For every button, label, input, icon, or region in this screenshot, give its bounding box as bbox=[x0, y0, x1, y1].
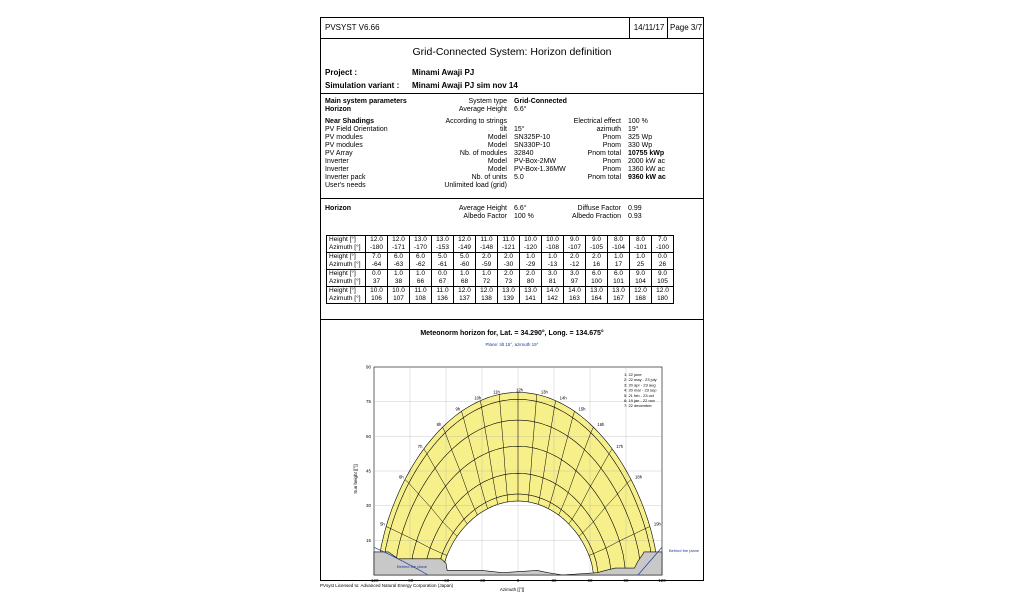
horizon-cell: 81 bbox=[542, 278, 564, 287]
hour-label: 10h bbox=[474, 395, 482, 401]
pv-array-label: PV Array bbox=[325, 150, 353, 157]
horizon-cell: -105 bbox=[586, 244, 608, 253]
hour-label: 8h bbox=[436, 422, 442, 428]
horizon-cell: 1.0 bbox=[608, 253, 630, 262]
horizon-cell: 107 bbox=[388, 295, 410, 304]
hour-label: 13h bbox=[540, 389, 548, 395]
inverter-pack-label: Inverter pack bbox=[325, 174, 366, 181]
near-shadings-label: Near Shadings bbox=[325, 118, 375, 125]
horizon-cell: 6.0 bbox=[388, 253, 410, 262]
horizon-cell: 8.0 bbox=[608, 236, 630, 245]
horizon-table-row bbox=[327, 270, 674, 279]
y-tick-label: 90 bbox=[365, 364, 371, 370]
inverter-1-label: Inverter bbox=[325, 158, 349, 165]
hour-label: 5h bbox=[380, 521, 385, 527]
pv-modules-1-model: SN325P-10 bbox=[514, 134, 551, 141]
horizon-cell: 8.0 bbox=[630, 236, 652, 245]
pnom-label: Pnom bbox=[602, 166, 621, 173]
project-label: Project : bbox=[325, 68, 358, 77]
horizon-cell: -101 bbox=[630, 244, 652, 253]
plane-label: Plane: tilt 15°, azimuth 19° bbox=[485, 342, 539, 347]
horizon-cell: 9.0 bbox=[564, 236, 586, 245]
inverter-2-model: PV-Box-1.36MW bbox=[514, 166, 566, 173]
azimuth-row-label: Azimuth [°] bbox=[327, 278, 366, 287]
nb-modules-value: 32840 bbox=[514, 150, 534, 157]
horizon-cell: 11.0 bbox=[476, 236, 498, 245]
horizon-cell: 1.0 bbox=[454, 270, 476, 279]
electrical-effect-value: 100 % bbox=[628, 118, 648, 125]
horizon-cell: 2.0 bbox=[476, 253, 498, 262]
horizon-cell: 101 bbox=[608, 278, 630, 287]
horizon-cell: -63 bbox=[388, 261, 410, 270]
y-tick-label: 60 bbox=[365, 433, 371, 439]
horizon-table-row bbox=[327, 253, 674, 262]
pv-modules-2-model: SN330P-10 bbox=[514, 142, 551, 149]
system-type-label: System type bbox=[468, 98, 507, 105]
x-tick-label: 0 bbox=[516, 578, 520, 583]
horizon-cell: 136 bbox=[432, 295, 454, 304]
nb-units-value: 5.0 bbox=[514, 174, 524, 181]
horizon-cell: -64 bbox=[366, 261, 388, 270]
albedo-factor-label: Albedo Factor bbox=[463, 213, 507, 220]
legend-item: 1: 22 june bbox=[624, 372, 642, 377]
hour-label: 6h bbox=[398, 474, 404, 480]
horizon-label: Horizon bbox=[325, 106, 352, 113]
horizon-cell: 10.0 bbox=[542, 236, 564, 245]
horizon-table-row bbox=[327, 295, 674, 304]
users-needs-value: Unlimited load (grid) bbox=[444, 182, 507, 189]
horizon-cell: -107 bbox=[564, 244, 586, 253]
horizon-cell: 105 bbox=[652, 278, 674, 287]
albedo-fraction-value: 0.93 bbox=[628, 213, 642, 220]
height-row-label: Height [°] bbox=[327, 253, 366, 262]
horizon-cell: 2.0 bbox=[564, 253, 586, 262]
x-axis-label: Azimuth [[°]] bbox=[499, 587, 525, 592]
orientation-label: PV Field Orientation bbox=[325, 126, 388, 133]
nb-modules-label: Nb. of modules bbox=[459, 150, 507, 157]
horizon-cell: 1.0 bbox=[542, 253, 564, 262]
electrical-effect-label: Electrical effect bbox=[573, 118, 621, 125]
horizon-cell: 11.0 bbox=[432, 287, 454, 296]
y-axis-label: Sun height [[°]] bbox=[353, 464, 358, 494]
model-label: Model bbox=[487, 166, 507, 173]
horizon-cell: 6.0 bbox=[608, 270, 630, 279]
azimuth-row-label: Azimuth [°] bbox=[327, 244, 366, 253]
horizon-cell: 26 bbox=[652, 261, 674, 270]
x-tick-label: -120 bbox=[369, 578, 379, 583]
horizon-table-row bbox=[327, 236, 674, 245]
diffuse-factor-value: 0.99 bbox=[628, 205, 642, 212]
horizon-cell: 10.0 bbox=[388, 287, 410, 296]
horizon-cell: -153 bbox=[432, 244, 454, 253]
inverter-1-pnom: 2000 kW ac bbox=[628, 158, 665, 165]
horizon-cell: 5.0 bbox=[454, 253, 476, 262]
diffuse-factor-label: Diffuse Factor bbox=[577, 205, 621, 212]
horizon-cell: 12.0 bbox=[476, 287, 498, 296]
inverter-1-model: PV-Box-2MW bbox=[514, 158, 557, 165]
horizon-cell: 80 bbox=[520, 278, 542, 287]
height-row-label: Height [°] bbox=[327, 270, 366, 279]
azimuth-row-label: Azimuth [°] bbox=[327, 295, 366, 304]
horizon-cell: -59 bbox=[476, 261, 498, 270]
footer-license: PVsyst Licensed to: Advanced Natural Energy Corporation (Japan) bbox=[320, 583, 454, 588]
horizon-cell: 1.0 bbox=[388, 270, 410, 279]
horizon-cell: 2.0 bbox=[586, 253, 608, 262]
horizon-cell: -148 bbox=[476, 244, 498, 253]
hour-label: 14h bbox=[559, 395, 567, 401]
horizon-cell: 12.0 bbox=[630, 287, 652, 296]
x-tick-label: 90 bbox=[623, 578, 629, 583]
horizon-cell: 12.0 bbox=[366, 236, 388, 245]
horizon-cell: 9.0 bbox=[586, 236, 608, 245]
horizon-cell: 5.0 bbox=[432, 253, 454, 262]
legend-item: 4: 20 mar - 23 sep bbox=[624, 387, 657, 393]
pv-modules-1-pnom: 325 Wp bbox=[628, 134, 653, 141]
horizon-cell: 2.0 bbox=[520, 270, 542, 279]
horizon-cell: 1.0 bbox=[520, 253, 542, 262]
horizon-cell: 13.0 bbox=[586, 287, 608, 296]
divider bbox=[321, 319, 703, 320]
x-tick-label: -30 bbox=[478, 578, 486, 583]
horizon-cell: 139 bbox=[498, 295, 520, 304]
horizon-cell: -100 bbox=[652, 244, 674, 253]
pv-modules-2-pnom: 330 Wp bbox=[628, 142, 653, 149]
horizon-cell: 3.0 bbox=[564, 270, 586, 279]
legend-item: 6: 19 jan - 22 nov bbox=[624, 398, 655, 403]
x-tick-label: 120 bbox=[658, 578, 666, 583]
horizon-cell: -149 bbox=[454, 244, 476, 253]
legend-item: 5: 21 feb - 23 oct bbox=[624, 392, 655, 398]
hour-label: 18h bbox=[635, 474, 643, 480]
horizon-cell: 72 bbox=[476, 278, 498, 287]
horizon-cell: 2.0 bbox=[498, 270, 520, 279]
pv-modules-1-label: PV modules bbox=[325, 134, 363, 141]
horizon-cell: 16 bbox=[586, 261, 608, 270]
report-date: 14/11/17 bbox=[629, 18, 668, 38]
height-row-label: Height [°] bbox=[327, 236, 366, 245]
horizon-cell: -12 bbox=[564, 261, 586, 270]
horizon-table-row bbox=[327, 278, 674, 287]
albedo-fraction-label: Albedo Fraction bbox=[571, 213, 621, 220]
hour-label: 19h bbox=[653, 521, 661, 527]
horizon-cell: 12.0 bbox=[388, 236, 410, 245]
model-label: Model bbox=[487, 158, 507, 165]
albedo-factor-value: 100 % bbox=[514, 213, 534, 220]
horizon-cell: 163 bbox=[564, 295, 586, 304]
horizon-cell: 0.0 bbox=[432, 270, 454, 279]
horizon-cell: 0.0 bbox=[366, 270, 388, 279]
x-tick-label: 60 bbox=[587, 578, 593, 583]
y-tick-label: 30 bbox=[365, 503, 371, 509]
divider bbox=[321, 198, 703, 199]
horizon-cell: -120 bbox=[520, 244, 542, 253]
horizon-cell: 9.0 bbox=[652, 270, 674, 279]
pnom-total-label: Pnom total bbox=[587, 174, 621, 181]
page-header bbox=[321, 18, 703, 39]
horizon-cell: 67 bbox=[432, 278, 454, 287]
divider bbox=[321, 93, 703, 94]
horizon-cell: 13.0 bbox=[432, 236, 454, 245]
y-tick-label: 15 bbox=[365, 537, 371, 543]
horizon-cell: 13.0 bbox=[410, 236, 432, 245]
pnom-total-label: Pnom total bbox=[587, 150, 621, 157]
horizon-cell: 167 bbox=[608, 295, 630, 304]
page-number: Page 3/7 bbox=[667, 18, 704, 38]
inverter-pack-pnom: 9360 kW ac bbox=[628, 174, 666, 181]
horizon-table-row bbox=[327, 261, 674, 270]
horizon-cell: 108 bbox=[410, 295, 432, 304]
horizon-cell: 6.0 bbox=[586, 270, 608, 279]
system-type-value: Grid-Connected bbox=[514, 98, 567, 105]
horizon-cell: -171 bbox=[388, 244, 410, 253]
horizon-cell: -13 bbox=[542, 261, 564, 270]
legend-item: 3: 20 apr - 23 aug bbox=[624, 382, 656, 388]
tilt-value: 15° bbox=[514, 126, 525, 133]
horizon-cell: 137 bbox=[454, 295, 476, 304]
hour-label: 11h bbox=[493, 389, 500, 395]
horizon-cell: 97 bbox=[564, 278, 586, 287]
plot-area bbox=[366, 365, 666, 584]
horizon-cell: 1.0 bbox=[410, 270, 432, 279]
x-tick-label: -90 bbox=[406, 578, 414, 583]
horizon-avg-value: 6.6° bbox=[514, 205, 527, 212]
inverter-2-label: Inverter bbox=[325, 166, 349, 173]
nb-units-label: Nb. of units bbox=[471, 174, 507, 181]
horizon-cell: 100 bbox=[586, 278, 608, 287]
model-label: Model bbox=[487, 134, 507, 141]
horizon-cell: 66 bbox=[410, 278, 432, 287]
horizon-cell: 10.0 bbox=[366, 287, 388, 296]
horizon-cell: 68 bbox=[454, 278, 476, 287]
horizon-cell: 7.0 bbox=[366, 253, 388, 262]
legend-item: 2: 22 may - 23 july bbox=[624, 377, 657, 383]
tilt-label: tilt bbox=[500, 126, 507, 133]
software-version: PVSYST V6.66 bbox=[325, 23, 380, 32]
height-row-label: Height [°] bbox=[327, 287, 366, 296]
horizon-cell: 25 bbox=[630, 261, 652, 270]
horizon-cell: 37 bbox=[366, 278, 388, 287]
horizon-cell: 106 bbox=[366, 295, 388, 304]
horizon-cell: -62 bbox=[410, 261, 432, 270]
horizon-cell: 104 bbox=[630, 278, 652, 287]
horizon-cell: 11.0 bbox=[410, 287, 432, 296]
horizon-table bbox=[326, 235, 674, 304]
horizon-cell: 14.0 bbox=[564, 287, 586, 296]
horizon-section-label: Horizon bbox=[325, 205, 352, 212]
users-needs-label: User's needs bbox=[325, 182, 366, 189]
pv-array-pnom: 10755 kWp bbox=[628, 150, 665, 157]
behind-plane-right: Behind the plane bbox=[669, 548, 700, 553]
horizon-cell: 2.0 bbox=[498, 253, 520, 262]
avg-height-value: 6.6° bbox=[514, 106, 527, 113]
hour-label: 9h bbox=[455, 406, 461, 412]
horizon-cell: 13.0 bbox=[498, 287, 520, 296]
horizon-cell: -30 bbox=[498, 261, 520, 270]
hour-label: 7h bbox=[417, 444, 423, 450]
horizon-cell: 10.0 bbox=[520, 236, 542, 245]
horizon-cell: 12.0 bbox=[454, 287, 476, 296]
horizon-cell: -121 bbox=[498, 244, 520, 253]
horizon-cell: 141 bbox=[520, 295, 542, 304]
horizon-cell: -29 bbox=[520, 261, 542, 270]
horizon-cell: 38 bbox=[388, 278, 410, 287]
horizon-cell: 142 bbox=[542, 295, 564, 304]
azimuth-value: 19° bbox=[628, 126, 639, 133]
horizon-table-row bbox=[327, 287, 674, 296]
horizon-cell: 138 bbox=[476, 295, 498, 304]
avg-height-label: Average Height bbox=[458, 106, 507, 113]
azimuth-row-label: Azimuth [°] bbox=[327, 261, 366, 270]
horizon-cell: 14.0 bbox=[542, 287, 564, 296]
horizon-cell: 11.0 bbox=[498, 236, 520, 245]
horizon-cell: 12.0 bbox=[454, 236, 476, 245]
near-shadings-value: According to strings bbox=[445, 118, 507, 125]
pv-modules-2-label: PV modules bbox=[325, 142, 363, 149]
inverter-2-pnom: 1360 kW ac bbox=[628, 166, 665, 173]
variant-value: Minami Awaji PJ sim nov 14 bbox=[412, 81, 518, 90]
horizon-cell: 73 bbox=[498, 278, 520, 287]
horizon-cell: 3.0 bbox=[542, 270, 564, 279]
horizon-cell: 0.0 bbox=[652, 253, 674, 262]
legend-item: 7: 22 december bbox=[624, 403, 652, 409]
hour-label: 12h bbox=[516, 387, 523, 393]
pnom-label: Pnom bbox=[602, 134, 621, 141]
behind-plane-left: Behind the plane bbox=[397, 564, 428, 569]
hour-label: 16h bbox=[597, 422, 605, 428]
hour-label: 15h bbox=[578, 406, 586, 412]
horizon-cell: 9.0 bbox=[630, 270, 652, 279]
horizon-cell: 6.0 bbox=[410, 253, 432, 262]
horizon-cell: 13.0 bbox=[520, 287, 542, 296]
horizon-table-row bbox=[327, 244, 674, 253]
pnom-label: Pnom bbox=[602, 142, 621, 149]
variant-label: Simulation variant : bbox=[325, 81, 400, 90]
azimuth-label: azimuth bbox=[596, 126, 621, 133]
horizon-cell: 17 bbox=[608, 261, 630, 270]
project-value: Minami Awaji PJ bbox=[412, 68, 475, 77]
horizon-cell: 164 bbox=[586, 295, 608, 304]
horizon-cell: 12.0 bbox=[652, 287, 674, 296]
horizon-cell: -60 bbox=[454, 261, 476, 270]
horizon-cell: -108 bbox=[542, 244, 564, 253]
horizon-cell: -180 bbox=[366, 244, 388, 253]
x-tick-label: -60 bbox=[442, 578, 450, 583]
horizon-cell: -170 bbox=[410, 244, 432, 253]
pnom-label: Pnom bbox=[602, 158, 621, 165]
horizon-cell: 168 bbox=[630, 295, 652, 304]
horizon-avg-label: Average Height bbox=[458, 205, 507, 212]
x-tick-label: 30 bbox=[551, 578, 557, 583]
horizon-cell: -61 bbox=[432, 261, 454, 270]
hour-label: 17h bbox=[616, 444, 624, 450]
chart-title: Meteonorm horizon for, Lat. = 34.290°, Long. = 134.675° bbox=[420, 330, 604, 337]
horizon-cell: 13.0 bbox=[608, 287, 630, 296]
main-params-label: Main system parameters bbox=[325, 98, 407, 105]
horizon-cell: -104 bbox=[608, 244, 630, 253]
model-label: Model bbox=[487, 142, 507, 149]
horizon-cell: 7.0 bbox=[652, 236, 674, 245]
horizon-cell: 1.0 bbox=[630, 253, 652, 262]
horizon-cell: 1.0 bbox=[476, 270, 498, 279]
y-tick-label: 75 bbox=[365, 399, 371, 405]
horizon-cell: 180 bbox=[652, 295, 674, 304]
y-tick-label: 45 bbox=[365, 468, 371, 474]
page-title: Grid-Connected System: Horizon definition bbox=[412, 46, 612, 58]
